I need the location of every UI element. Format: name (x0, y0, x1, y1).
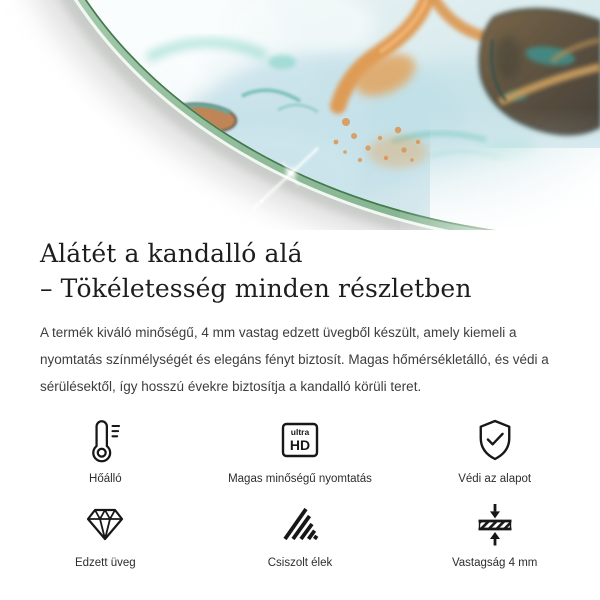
product-info-section (0, 236, 600, 400)
feature-item-print-quality (203, 416, 398, 486)
polished-edges-icon (280, 505, 320, 543)
feature-item-thickness (397, 500, 592, 570)
product-title-line2: – Tökéletesség minden részletben (40, 274, 472, 303)
feature-label: Hőálló (89, 473, 122, 485)
diamond-icon (85, 505, 125, 543)
ultra-hd-icon (280, 420, 320, 460)
feature-item-tempered-glass (8, 500, 203, 570)
feature-item-heat-resistant (8, 416, 203, 486)
product-title (40, 236, 560, 306)
thermometer-icon (86, 418, 124, 463)
feature-item-protects-base (397, 416, 592, 486)
glass-hearth-pad-illustration (0, 0, 600, 230)
product-title-line1: Alátét a kandalló alá (40, 239, 303, 268)
product-description: A termék kiváló minőségű, 4 mm vastag edzett üvegből készült, amely kiemeli a nyomtatás színmélységét és elegáns fényt biztosít. Magas hőmérsékletálló, és védi a sérülésektől, így hosszú évekre biztosítja a kandalló körüli teret. (40, 325, 549, 394)
feature-label: Magas minőségű nyomtatás (228, 473, 372, 485)
feature-item-polished-edges (203, 500, 398, 570)
thickness-icon (475, 502, 515, 546)
shield-check-icon (476, 418, 514, 462)
features-grid (0, 416, 600, 570)
feature-label: Edzett üveg (74, 557, 136, 569)
svg-text:HD: HD (289, 437, 311, 453)
product-image (0, 0, 600, 230)
feature-label: Csiszolt élek (267, 557, 333, 569)
svg-text:ultra: ultra (290, 427, 310, 437)
feature-label: Védi az alapot (458, 473, 532, 485)
feature-label: Vastagság 4 mm (451, 557, 538, 569)
